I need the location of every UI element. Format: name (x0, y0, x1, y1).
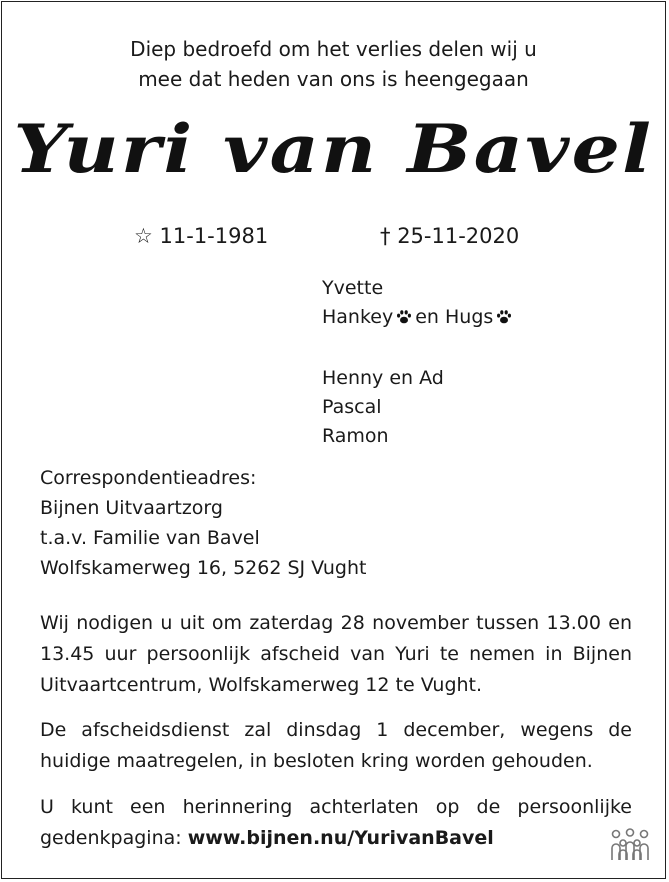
paw-icon (496, 305, 512, 334)
death-notice (1, 1, 666, 879)
address-heading: Correspondentieadres: (40, 467, 257, 489)
pet-name: en Hugs (415, 306, 494, 328)
family-group-1 (322, 274, 515, 334)
address-line: t.a.v. Familie van Bavel (40, 527, 260, 549)
family-pets (322, 303, 515, 334)
memorial-text: U kunt een herinnering achterlaten op de persoonlijke gedenkpagina: (40, 796, 632, 849)
death-date-value: 25-11-2020 (397, 224, 520, 248)
deceased-name: Yuri van Bavel (13, 110, 654, 188)
paw-icon (396, 305, 412, 334)
family-member: Henny en Ad (322, 367, 444, 389)
correspondence-address (40, 463, 366, 583)
memorial-page-notice (40, 792, 632, 854)
service-notice: De afscheidsdienst zal dinsdag 1 december, wegens de huidige maatregelen, in besloten kring worden gehouden. (40, 719, 632, 772)
family-group-2 (322, 364, 444, 451)
family-member: Yvette (322, 277, 384, 299)
birth-date-value: 11-1-1981 (159, 224, 269, 248)
star-icon: ☆ (134, 224, 153, 248)
death-date (380, 224, 519, 248)
farewell-invitation: Wij nodigen u uit om zaterdag 28 november tussen 13.00 en 13.45 uur persoonlijk afscheid van Yuri te nemen in Bijnen Uitvaartcentrum, Wolfskamerweg 12 te Vught. (40, 612, 632, 696)
family-member: Ramon (322, 425, 389, 447)
intro-line-2: mee dat heden van ons is heengegaan (138, 67, 529, 91)
cross-icon: † (380, 224, 391, 248)
people-group-icon (609, 828, 651, 866)
pet-name: Hankey (322, 306, 394, 328)
address-line: Bijnen Uitvaartzorg (40, 497, 223, 519)
address-line: Wolfskamerweg 16, 5262 SJ Vught (40, 557, 367, 579)
intro-line-1: Diep bedroefd om het verlies delen wij u (130, 37, 537, 61)
family-member: Pascal (322, 396, 382, 418)
memorial-url-link[interactable]: www.bijnen.nu/YurivanBavel (187, 827, 494, 849)
birth-date (134, 224, 268, 248)
intro-text (2, 34, 665, 94)
